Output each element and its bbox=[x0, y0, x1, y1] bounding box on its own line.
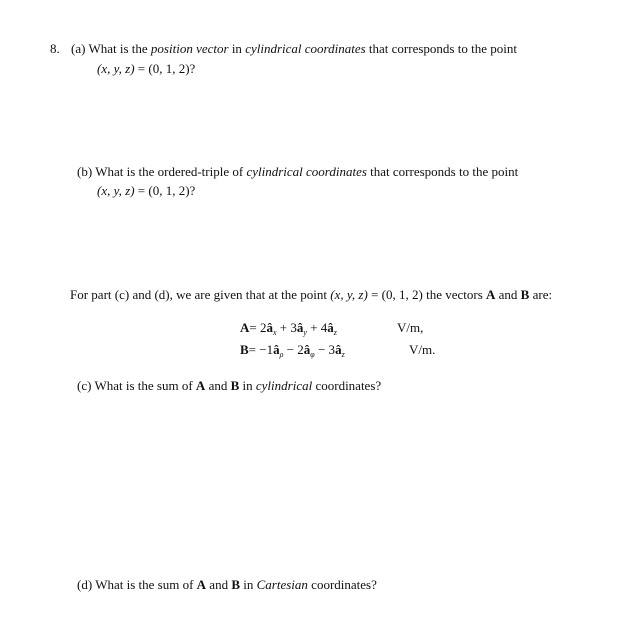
part-c-text-mid: in bbox=[242, 378, 253, 393]
eq-b-unit-vector-1: â bbox=[273, 342, 280, 357]
eq-a-sub-2: y bbox=[303, 328, 307, 337]
eq-b-lhs: B bbox=[240, 342, 249, 357]
eq-a-unit-vector-1: â bbox=[266, 320, 273, 335]
eq-b-unit-vector-3: â bbox=[335, 342, 342, 357]
part-a-em-cylindrical: cylindrical coordinates bbox=[245, 41, 366, 56]
eq-a-unit-vector-3: â bbox=[327, 320, 334, 335]
part-c-em-cylindrical: cylindrical bbox=[255, 378, 313, 393]
eq-b-term-3: − 3 bbox=[314, 342, 336, 357]
part-d-vector-a: A bbox=[196, 577, 207, 592]
part-d-vector-b: B bbox=[231, 577, 240, 592]
part-d-line bbox=[77, 577, 377, 593]
eq-a-term-1: = 2 bbox=[249, 320, 267, 335]
given-and: and bbox=[498, 287, 518, 302]
given-text-before: For part (c) and (d), we are given that at the point bbox=[70, 287, 328, 302]
part-b-line-1 bbox=[77, 164, 518, 180]
eq-a-unit: V/m, bbox=[397, 320, 424, 335]
part-c-label: (c) bbox=[77, 378, 92, 393]
part-d-text-before: What is the sum of bbox=[95, 577, 194, 592]
part-a-label: (a) bbox=[71, 41, 86, 56]
part-b-text-before: What is the ordered-triple of bbox=[95, 164, 244, 179]
eq-a-lhs: A bbox=[240, 320, 250, 335]
eq-b-sub-3: z bbox=[341, 350, 345, 359]
part-c-vector-b: B bbox=[230, 378, 240, 393]
part-a-em-position-vector: position vector bbox=[150, 41, 229, 56]
part-d-label: (d) bbox=[77, 577, 93, 592]
part-a-text-after: that corresponds to the point bbox=[368, 41, 517, 56]
eq-b-sub-1: ρ bbox=[279, 350, 284, 359]
given-vector-b: B bbox=[520, 287, 530, 302]
eq-b-unit: V/m. bbox=[409, 342, 436, 357]
part-b-point-vars: (x, y, z) bbox=[97, 183, 135, 198]
given-text-after: are: bbox=[532, 287, 553, 302]
part-a-text-before: What is the bbox=[88, 41, 148, 56]
part-b-text-after: that corresponds to the point bbox=[370, 164, 519, 179]
eq-b-term-2: − 2 bbox=[283, 342, 304, 357]
eq-b-term-1: = −1 bbox=[248, 342, 274, 357]
part-d-em-cartesian: Cartesian bbox=[256, 577, 308, 592]
given-point-vars: (x, y, z) bbox=[330, 287, 368, 302]
part-c-line bbox=[77, 378, 381, 394]
equation-b bbox=[240, 342, 345, 363]
part-a-line-1 bbox=[50, 41, 517, 57]
given-point-eq: = (0, 1, 2) bbox=[371, 287, 423, 302]
given-text-mid: the vectors bbox=[426, 287, 483, 302]
problem-number: 8. bbox=[50, 41, 60, 56]
part-b-point-eq: = (0, 1, 2)? bbox=[137, 183, 196, 198]
eq-a-term-2: + 3 bbox=[276, 320, 297, 335]
part-c-vector-a: A bbox=[195, 378, 206, 393]
part-c-and: and bbox=[208, 378, 228, 393]
given-line bbox=[70, 287, 552, 303]
eq-a-sub-1: x bbox=[272, 328, 277, 337]
eq-a-sub-3: z bbox=[333, 328, 337, 337]
part-b-em-cylindrical: cylindrical coordinates bbox=[246, 164, 367, 179]
given-vector-a: A bbox=[486, 287, 496, 302]
part-a-line-2 bbox=[97, 61, 195, 77]
part-b-label: (b) bbox=[77, 164, 93, 179]
part-c-text-before: What is the sum of bbox=[94, 378, 193, 393]
part-c-text-after: coordinates? bbox=[315, 378, 382, 393]
part-b-line-2 bbox=[97, 183, 195, 199]
part-a-point-vars: (x, y, z) bbox=[97, 61, 135, 76]
eq-a-term-3: + 4 bbox=[306, 320, 328, 335]
part-a-text-mid: in bbox=[231, 41, 242, 56]
part-d-text-after: coordinates? bbox=[311, 577, 377, 592]
eq-a-unit-vector-2: â bbox=[296, 320, 304, 335]
eq-b-sub-2: φ bbox=[310, 350, 315, 359]
part-d-and: and bbox=[209, 577, 229, 592]
part-a-point-eq: = (0, 1, 2)? bbox=[137, 61, 196, 76]
eq-b-unit-vector-2: â bbox=[303, 342, 311, 357]
part-d-text-mid: in bbox=[243, 577, 254, 592]
equation-a bbox=[240, 320, 337, 341]
